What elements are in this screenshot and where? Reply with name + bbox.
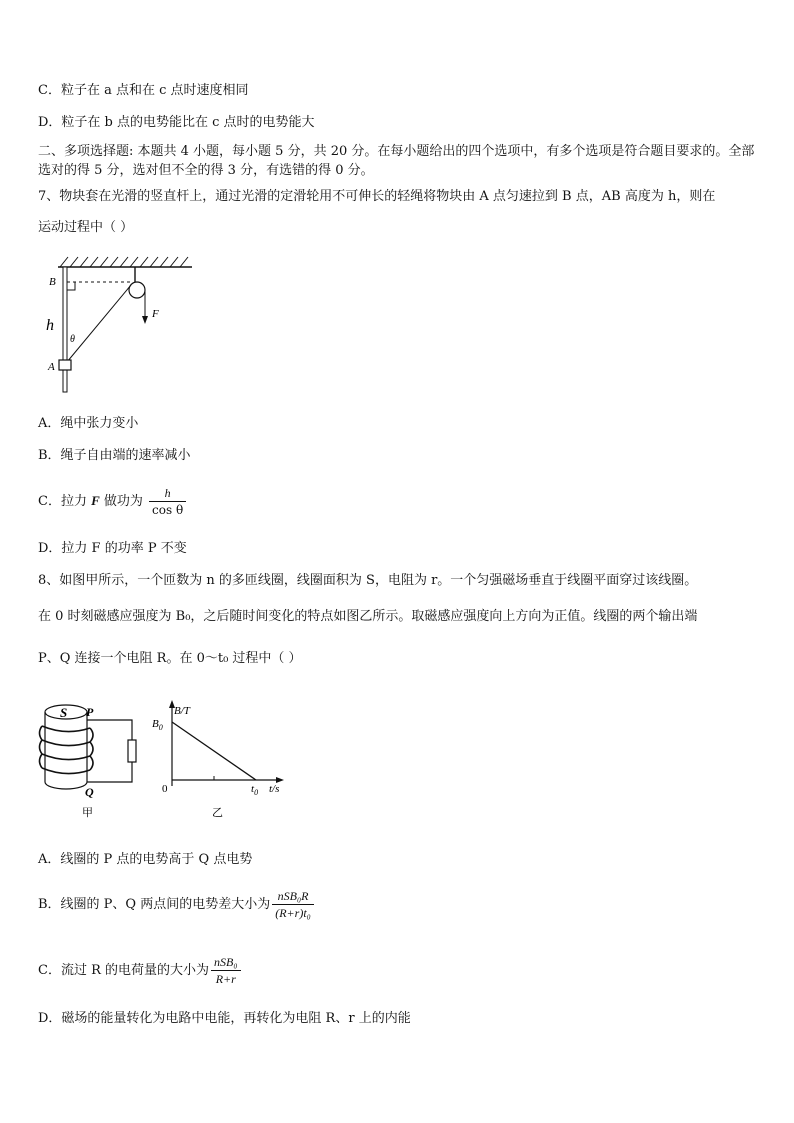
q8-figure-jia [38, 700, 148, 822]
wire-bottom [87, 762, 132, 782]
q8-option-b-text: B．线圈的 P、Q 两点间的电势差大小为 [38, 897, 271, 912]
origin-label: 0 [162, 783, 168, 795]
q7-option-c-prefix: C．拉力 [38, 494, 92, 509]
label-f: F [152, 308, 159, 320]
q7-option-c-f: F [91, 493, 100, 508]
label-a: A [48, 361, 55, 373]
q7-option-c-mid: 做功为 [99, 494, 148, 509]
q7-stem-line2: 运动过程中（ ） [38, 220, 134, 235]
y-axis-label: B/T [174, 705, 190, 717]
q7-option-c-fraction [149, 486, 186, 517]
pulley-icon [129, 282, 145, 298]
q7-option-a: A．绳中张力变小 [38, 416, 139, 431]
t0-label: $t_0$ [251, 783, 259, 797]
q8-stem-line3: P、Q 连接一个电阻 R。在 0～t₀ 过程中（ ） [38, 651, 302, 666]
q8-option-c-fraction [211, 955, 241, 986]
q7-stem-line1: 7、物块套在光滑的竖直杆上，通过光滑的定滑轮用不可伸长的轻绳将物块由 A 点匀速拉到 B 点，AB 高度为 h，则在 [38, 189, 716, 204]
q7-option-c-numerator: h [149, 486, 186, 502]
coil-windings [40, 726, 94, 774]
q7-figure [40, 252, 200, 400]
caption-jia: 甲 [82, 807, 93, 819]
section2-intro: 二、多项选择题: 本题共 4 小题，每小题 5 分，共 20 分。在每小题给出的四个选项中，有多个选项是符合题目要求的。全部选对的得 5 分，选对但不全的得 3 分，有选错的得 0 分。 [38, 144, 755, 178]
rope-diagonal [67, 285, 131, 362]
q8-option-d: D．磁场的能量转化为电路中电能，再转化为电阻 R、r 上的内能 [38, 1011, 411, 1026]
q8-option-b [38, 886, 316, 924]
q8-stem-line2: 在 0 时刻磁感应强度为 B₀，之后随时间变化的特点如图乙所示。取磁感应强度向上方向为正值。线圈的两个输出端 [38, 609, 698, 624]
q8-figure-yi [150, 700, 290, 822]
q8-option-a: A．线圈的 P 点的电势高于 Q 点电势 [38, 852, 253, 867]
q8-stem-line1: 8、如图甲所示，一个匝数为 n 的多匝线圈，线圈面积为 S，电阻为 r。一个匀强磁场垂直于线圈平面穿过该线圈。 [38, 573, 698, 588]
q8-option-c-text: C．流过 R 的电荷量的大小为 [38, 963, 209, 978]
q8-option-c-numerator: nSB₀ [211, 955, 241, 971]
q8-option-c [38, 952, 243, 990]
label-p: P [86, 705, 94, 719]
resistor-r [128, 740, 136, 762]
q8-option-b-numerator: nSB₀R [272, 889, 314, 905]
x-axis-label: t/s [269, 783, 280, 795]
ceiling-hatch [60, 257, 188, 267]
vertical-rod [63, 267, 67, 392]
q7-option-c [38, 483, 188, 520]
label-q: Q [85, 785, 94, 799]
label-h: h [46, 317, 54, 334]
q7-option-d: D．拉力 F 的功率 P 不变 [38, 541, 187, 556]
prev-option-c: C．粒子在 a 点和在 c 点时速度相同 [38, 83, 249, 98]
prev-option-d: D．粒子在 b 点的电势能比在 c 点时的电势能大 [38, 115, 315, 130]
label-theta: θ [70, 334, 75, 345]
label-s: S [60, 705, 68, 720]
caption-yi: 乙 [212, 807, 223, 819]
q8-option-b-denominator: (R+r)t₀ [275, 906, 311, 920]
q8-option-b-fraction [272, 889, 314, 920]
force-arrow-icon [142, 316, 148, 324]
right-angle-mark [67, 282, 75, 290]
q7-option-b: B．绳子自由端的速率减小 [38, 448, 191, 463]
coil-bottom-arc [45, 782, 87, 789]
q8-option-c-denominator: R+r [215, 972, 236, 986]
label-b: B [49, 276, 56, 288]
block-a [59, 360, 71, 370]
wire-top [87, 720, 132, 740]
q7-option-c-denominator: cos θ [152, 503, 184, 517]
b-t-line [172, 722, 256, 780]
b0-label: $B_0$ [152, 718, 163, 732]
